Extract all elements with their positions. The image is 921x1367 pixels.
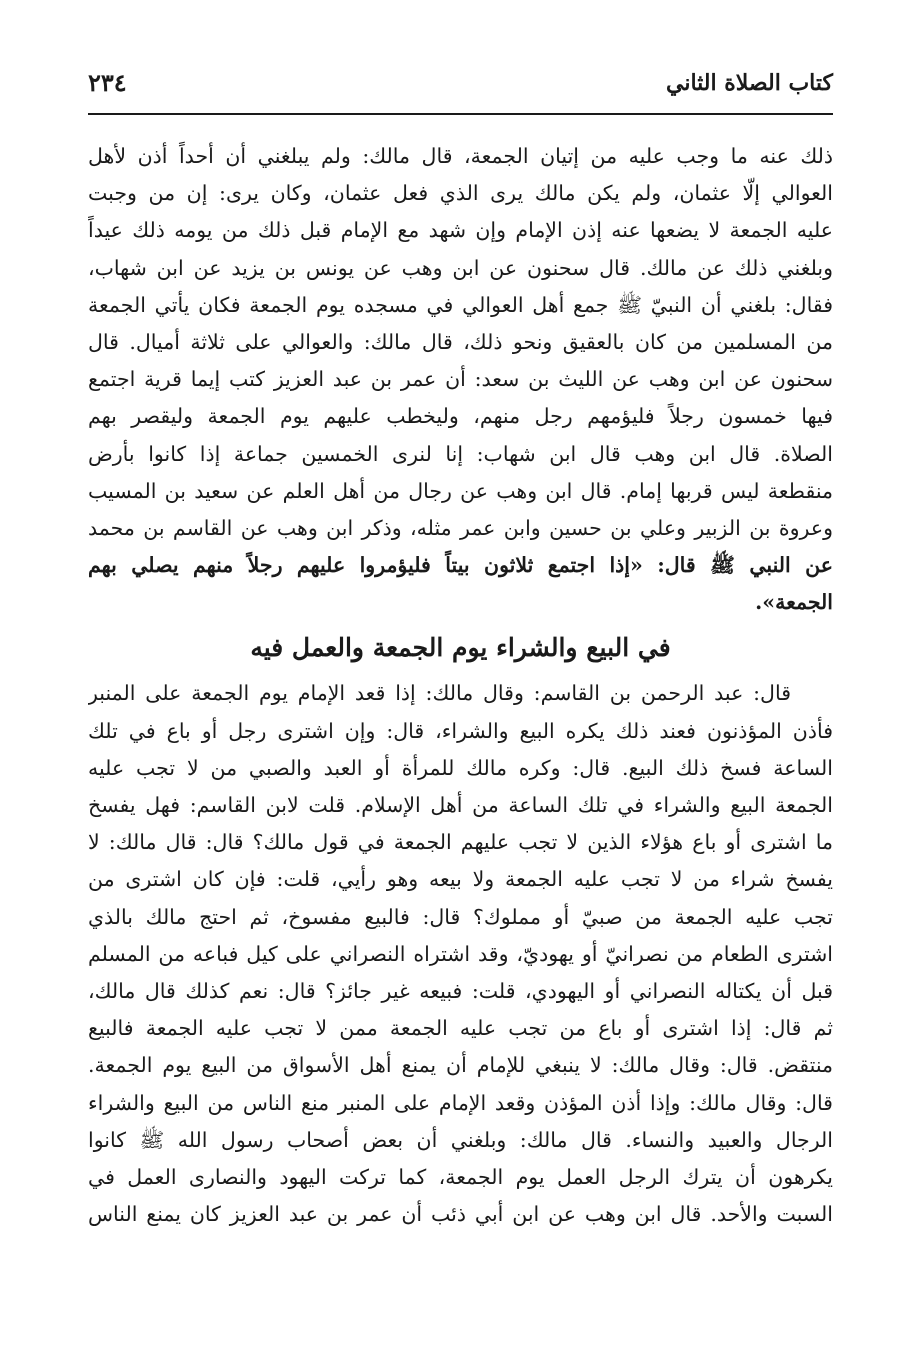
text-line: قبل أن يكتاله النصراني أو اليهودي، قلت: فبيعه غير جائز؟ قال: نعم كذلك قال مالك،	[88, 978, 833, 1003]
hadith-line: عن النبي ﷺ قال: «إذا اجتمع ثلاثون بيتاً فليؤمروا عليهم رجلاً منهم يصلي بهم	[88, 553, 833, 578]
text-line: الساعة فسخ ذلك البيع. قال: وكره مالك للمرأة أو العبد والصبي من لا تجب عليه	[88, 755, 833, 780]
text-line: منتقض. قال: وقال مالك: لا ينبغي للإمام أن يمنع أهل الأسواق من البيع يوم الجمعة.	[88, 1053, 833, 1078]
text-line: اشترى الطعام من نصرانيّ أو يهوديّ، وقد اشتراه النصراني على كيل فباعه من المسلم	[88, 941, 833, 966]
page-number: ٢٣٤	[88, 68, 127, 97]
section-heading: في البيع والشراء يوم الجمعة والعمل فيه	[250, 633, 671, 663]
text-line: العوالي إلّا عثمان، ولم يكن مالك يرى الذي فعل عثمان، وكان يرى: إن من وجبت	[88, 181, 833, 206]
text-line: ذلك عنه ما وجب عليه من إتيان الجمعة، قال مالك: ولم يبلغني أن أحداً أذن لأهل	[88, 144, 833, 168]
page-header	[88, 60, 833, 110]
text-line: يفسخ شراء من لا تجب عليه الجمعة ولا بيعه وهو رأيي، قلت: فإن كان اشترى من	[88, 867, 833, 892]
running-title: كتاب الصلاة الثاني	[665, 70, 833, 96]
text-line: قال: وقال مالك: وإذا أذن المؤذن وقعد الإمام على المنبر منع الناس من البيع والشراء	[88, 1090, 833, 1115]
text-line: قال: عبد الرحمن بن القاسم: وقال مالك: إذا قعد الإمام يوم الجمعة على المنبر	[88, 681, 791, 706]
text-line: وبلغني ذلك عن مالك. قال سحنون عن ابن وهب عن يونس بن يزيد عن ابن شهاب،	[88, 255, 833, 280]
text-line: الصلاة. قال ابن وهب قال ابن شهاب: إنا لنرى الخمسين جماعة إذا كانوا بأرض	[88, 441, 833, 466]
text-line: الرجال والعبيد والنساء. قال مالك: وبلغني أن بعض أصحاب رسول الله ﷺ كانوا	[88, 1127, 833, 1152]
text-line: فأذن المؤذنون فعند ذلك يكره البيع والشراء، قال: وإن اشترى رجل أو باع في تلك	[88, 718, 833, 743]
text-line: تجب عليه الجمعة من صبيّ أو مملوك؟ قال: فالبيع مفسوخ، ثم احتج مالك بالذي	[88, 904, 833, 929]
page-body	[88, 138, 833, 1233]
text-line: منقطعة ليس قربها إمام. قال ابن وهب عن رجال من أهل العلم عن سعيد بن المسيب	[88, 478, 833, 503]
text-line: عليه الجمعة لا يضعها عنه إذن الإمام وإن شهد مع الإمام قبل ذلك من يومه ذلك عيداً	[88, 218, 833, 243]
text-line: ثم قال: إذا اشترى أو باع من تجب عليه الجمعة ممن لا تجب عليه الجمعة فالبيع	[88, 1016, 833, 1041]
text-line: من المسلمين من كان بالعقيق ونحو ذلك، قال مالك: والعوالي على ثلاثة أميال. قال	[88, 329, 833, 354]
text-line: يكرهون أن يترك الرجل العمل يوم الجمعة، كما تركت اليهود والنصارى العمل في	[88, 1164, 833, 1189]
text-line: الجمعة البيع والشراء في تلك الساعة من أهل الإسلام. قلت لابن القاسم: فهل يفسخ	[88, 793, 833, 817]
header-rule	[88, 113, 833, 115]
text-line: السبت والأحد. قال ابن وهب عن ابن أبي ذئب أن عمر بن عبد العزيز كان يمنع الناس	[88, 1202, 833, 1227]
text-line: سحنون عن ابن وهب عن الليث بن سعد: أن عمر بن عبد العزيز كتب إيما قرية اجتمع	[88, 367, 833, 392]
hadith-line-end: الجمعة».	[755, 590, 833, 615]
text-line: فقال: بلغني أن النبيّ ﷺ جمع أهل العوالي في مسجده يوم الجمعة فكان يأتي الجمعة	[88, 292, 833, 317]
text-line: وعروة بن الزبير وعلي بن حسين وابن عمر مثله، وذكر ابن وهب عن القاسم بن محمد	[88, 515, 833, 540]
text-line: فيها خمسون رجلاً فليؤمهم رجل منهم، وليخطب عليهم يوم الجمعة وليقصر بهم	[88, 404, 833, 429]
text-line: ما اشترى أو باع هؤلاء الذين لا تجب عليهم الجمعة في قول مالك؟ قال: قال مالك: لا	[88, 830, 833, 855]
